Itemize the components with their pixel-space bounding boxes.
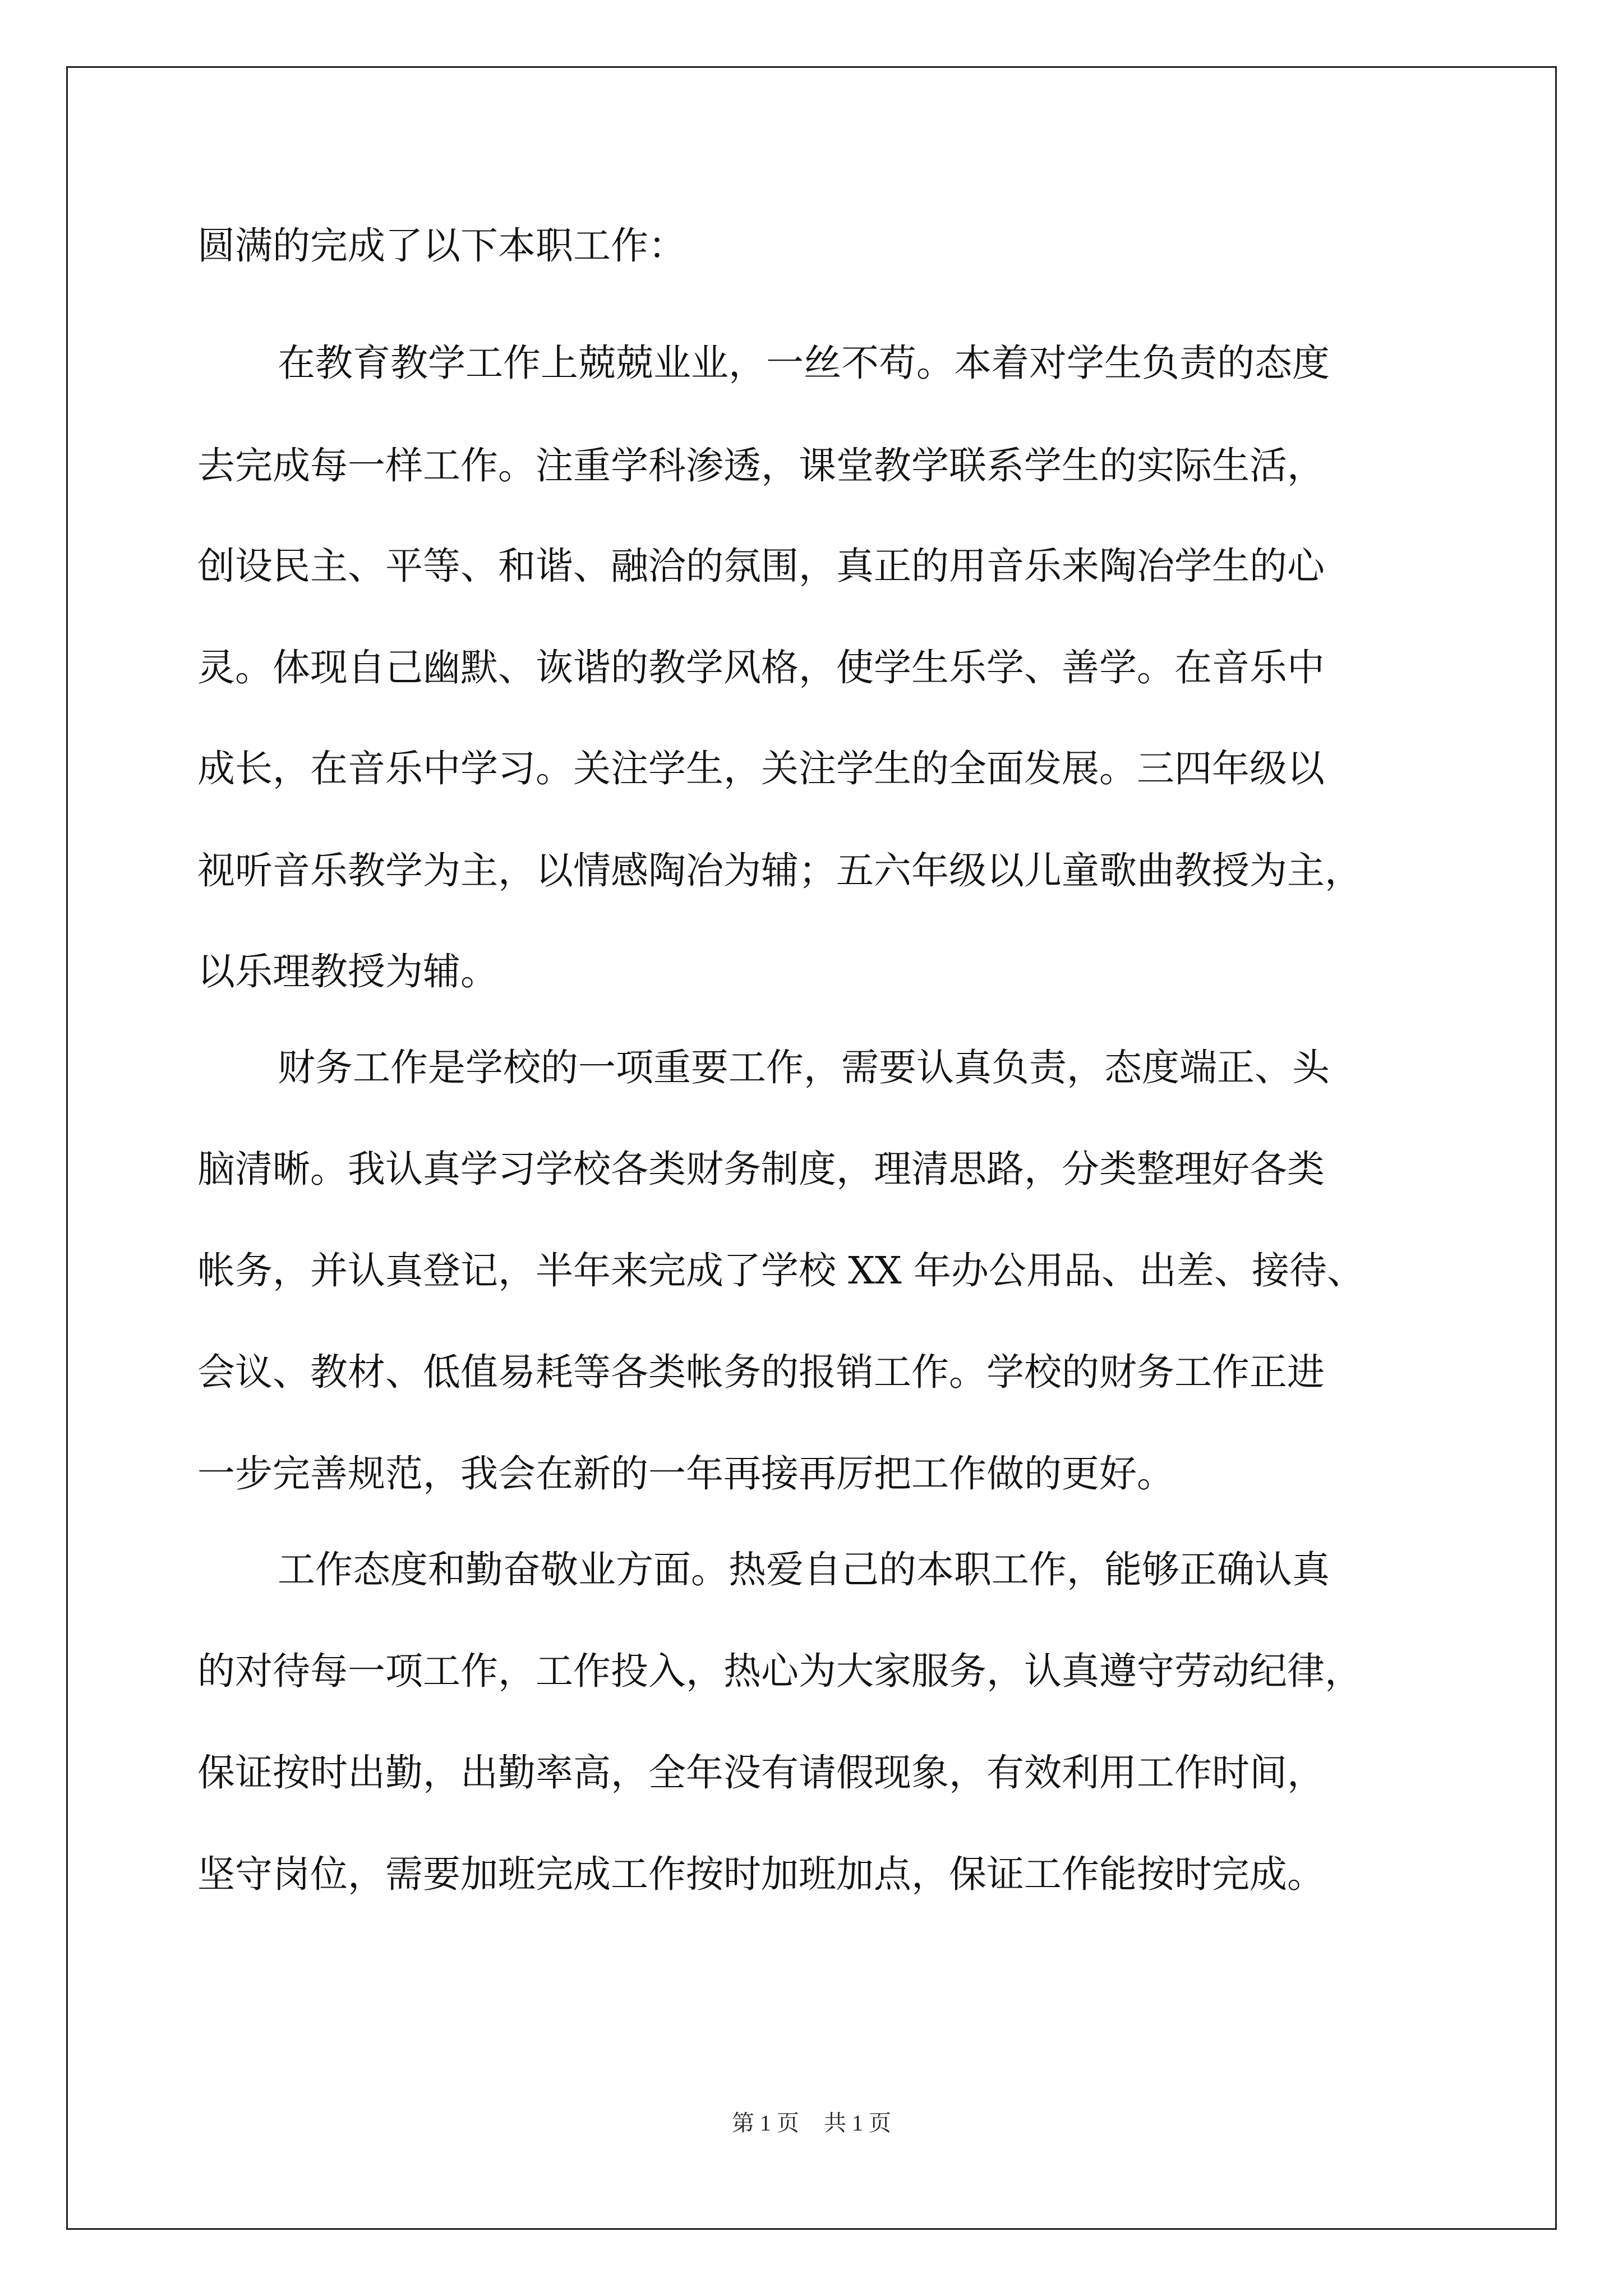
text-line: 以乐理教授为辅。 [197, 950, 498, 993]
text-line: 创设民主、平等、和谐、融洽的氛围，真正的用音乐来陶冶学生的心 [197, 544, 1325, 588]
text-line: 会议、教材、低值易耗等各类帐务的报销工作。学校的财务工作正进 [197, 1350, 1325, 1394]
page-number: 第 1 页 [732, 2110, 799, 2136]
text-line: 去完成每一样工作。注重学科渗透，课堂教学联系学生的实际生活， [197, 444, 1325, 487]
text-line: 脑清晰。我认真学习学校各类财务制度，理清思路，分类整理好各类 [197, 1147, 1325, 1191]
text-line: 保证按时出勤，出勤率高，全年没有请假现象，有效利用工作时间， [197, 1751, 1325, 1795]
text-line: 在教育教学工作上兢兢业业，一丝不苟。本着对学生负责的态度 [278, 341, 1330, 385]
text-line: 财务工作是学校的一项重要工作，需要认真负责，态度端正、头 [278, 1046, 1330, 1089]
page-total: 共 1 页 [824, 2110, 891, 2136]
text-line: 的对待每一项工作，工作投入，热心为大家服务，认真遵守劳动纪律， [197, 1649, 1362, 1693]
text-line: 帐务，并认真登记，半年来完成了学校 XX 年办公用品、出差、接待、 [197, 1249, 1364, 1292]
text-line: 灵。体现自己幽默、诙谐的教学风格，使学生乐学、善学。在音乐中 [197, 646, 1325, 689]
text-line: 圆满的完成了以下本职工作： [197, 224, 686, 268]
text-line: 一步完善规范，我会在新的一年再接再厉把工作做的更好。 [197, 1452, 1174, 1496]
text-line: 视听音乐教学为主，以情感陶冶为辅；五六年级以儿童歌曲教授为主， [197, 849, 1362, 892]
text-line: 坚守岗位，需要加班完成工作按时加班加点，保证工作能按时完成。 [197, 1852, 1325, 1896]
text-line: 成长，在音乐中学习。关注学生，关注学生的全面发展。三四年级以 [197, 747, 1325, 790]
page-footer [0, 2112, 1623, 2134]
text-line: 工作态度和勤奋敬业方面。热爱自己的本职工作，能够正确认真 [278, 1548, 1330, 1591]
